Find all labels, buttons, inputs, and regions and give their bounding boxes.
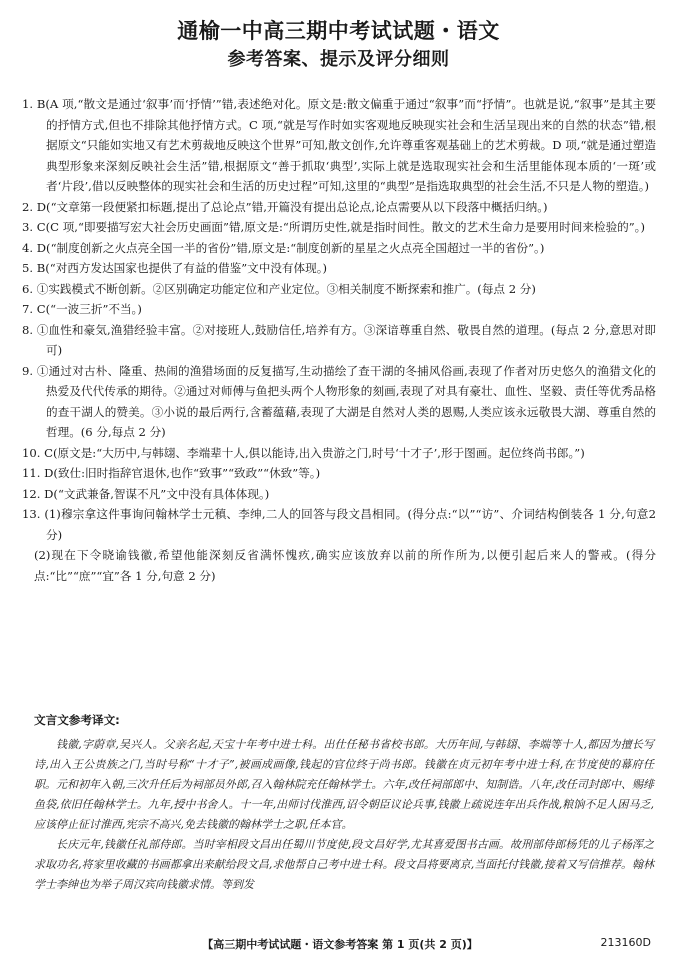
answer-list [22, 94, 656, 586]
answer-item-13-part-1: 13. (1)穆宗拿这件事询问翰林学士元稹、李绅,二人的回答与段文昌相同。(得分点:“以”“访”、介词结构倒装各 1 分,句意2 分) [22, 507, 656, 542]
answer-item-4: 4. D(“制度创新之火点亮全国一半的省份”错,原文是:“制度创新的星星之火点亮全国超过一半的省份”。) [22, 240, 545, 255]
answer-item-5: 5. B(“对西方发达国家也提供了有益的借鉴”文中没有体现。) [22, 261, 328, 275]
answer-item-8: 8. ①血性和豪気,渔猎经验丰富。②对接班人,鼓励信任,培养有方。③深谙尊重自然、敬畏自然的道理。(每点 2 分,意思对即可) [22, 322, 656, 357]
translation-body [34, 735, 654, 895]
answer-item-13-part-2: (2)现在下令晓谕钱徽,希望他能深刻反省满怀愧疚,确实应该放弃以前的所作所为,以便引起后来人的警戒。(得分点:“比”“庶”“宜”各 1 分,句意 2 分) [34, 548, 656, 583]
answer-item-12: 12. D(“文武兼备,智谋不凡”文中没有具体体现。) [22, 486, 270, 501]
translation-heading: 文言文参考译文: [34, 713, 120, 727]
footer-page-info: 【高三期中考试试题・语文参考答案 第 1 页(共 2 页)】 [202, 938, 478, 951]
answer-item-11: 11. D(致仕:旧时指辞官退休,也作“致事”“致政”“休致”等。) [22, 466, 321, 480]
answer-item-9: 9. ①通过对古朴、隆重、热闹的渔猎场面的反复描写,生动描绘了查干湖的冬捕风俗画,表现了作者对历史悠久的渔猎文化的热爱及代代传承的期待。②通过对师傅与鱼把头两个人物形象的刻画,表现了对具有豪壮、血性、坚毅、责任等优秀品格的查干湖人的赞美。③小说的最后两行,含蓄蕴藉,表现了大湖是自然对人类的恩赐,人类应该永远敬畏大湖、尊重自然的哲理。(6 分,每点 2 分) [22, 363, 656, 439]
answer-item-10: 10. C(原文是:“大历中,与韩翃、李端辈十人,俱以能诗,出入贵游之门,时号‘十才子’,形于图画。起位终尚书郎。”) [22, 445, 585, 460]
answer-item-2: 2. D(“文章第一段便紧扣标题,提出了总论点”错,开篇没有提出总论点,论点需要从以下段落中概括归纳。) [22, 199, 548, 214]
answer-item-1: 1. B(A 项,“散文是通过‘叙事’而‘抒情’”错,表述绝对化。原文是:散文偏重于通过“叙事”而“抒情”。也就是说,“叙事”是其主要的抒情方式,但也不排除其他抒情方式。C 项,“就是写作时如实客观地反映现实社会和生活呈现出来的自然的状态”错,根据原文“只能如实地又有艺术剪裁地反映这个世界”可知,散文创作,允许尊重客观基础上的艺术剪裁。D 项,“就是通过塑造典型形象来深刻反映社会生活”错,根据原文“善于抓取‘典型’,实际上就是选取现实社会和生活里能体现本质的‘一斑’或者‘片段’,借以反映整体的现实社会和生活的历史过程”可知,这里的“典型”是指选取典型的社会生活,不只是人物的塑造。) [22, 97, 656, 193]
footer-doc-code: 213160D [600, 936, 651, 949]
answer-item-3: 3. C(C 项,“即要描写宏大社会历史画面”错,原文是:“所谓历史性,就是指时间性。散文的艺术生命力是要用时间来检验的”。) [22, 220, 646, 234]
answer-item-7: 7. C(“一波三折”不当。) [22, 302, 142, 316]
page-subtitle: 参考答案、提示及评分细则 [227, 49, 450, 70]
translation-paragraph: 钱徽,字蔚章,吴兴人。父亲名起,天宝十年考中进士科。出仕任秘书省校书郎。大历年间,与韩翃、李端等十人,都因为擅长写诗,出入王公贵族之门,当时号称“十才子”,被画成画像,钱起的官位终于尚书郎。钱徽在贞元初年考中进士科,在节度使的幕府任职。元和初年入朝,三次升任后为祠部员外郎,召入翰林院充任翰林学士。六年,改任祠部郎中、知制诰。八年,改任司封郎中、赐绯鱼袋,依旧任翰林学士。九年,授中书舍人。十一年,出师讨伐淮西,诏令朝臣议论兵事,钱徽上疏说连年出兵作战,粮饷不足人困马乏,应该停止征讨淮西,宪宗不高兴,免去钱徽的翰林学士之职,任本官。 [34, 738, 654, 831]
answer-item-6: 6. ①实践模式不断创新。②区别确定功能定位和产业定位。③相关制度不断探索和推广。(每点 2 分) [22, 281, 536, 296]
page-title: 通榆一中高三期中考试试题・语文 [177, 19, 500, 43]
translation-paragraph: 长庆元年,钱徽任礼部侍郎。当时宰相段文昌出任蜀川节度使,段文昌好学,尤其喜爱图书古画。故刑部侍郎杨凭的儿子杨浑之求取功名,将家里收藏的书画都拿出来献给段文昌,求他帮自己考中进士科。段文昌将要离京,当面托付钱徽,接着又写信推荐。翰林学士李绅也为举子周汉宾向钱徽求情。等到发 [34, 838, 654, 891]
